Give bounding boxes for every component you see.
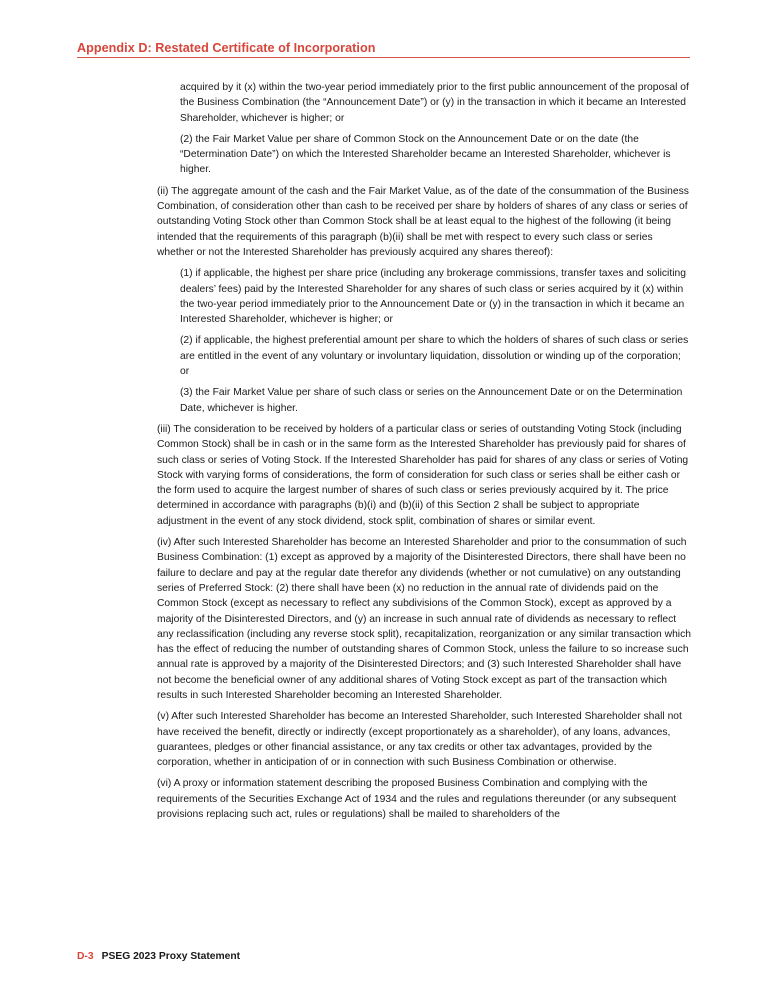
page-header bbox=[77, 41, 690, 58]
publication-title: PSEG 2023 Proxy Statement bbox=[101, 951, 241, 962]
page-footer bbox=[77, 951, 240, 962]
paragraph: acquired by it (x) within the two-year period immediately prior to the first public announcement of the proposal of the Business Combination (the “Announcement Date”) or (y) in the transaction in which it became an Interested Shareholder, whichever is higher; or bbox=[180, 82, 689, 124]
document-body bbox=[157, 80, 691, 828]
paragraph: (iv) After such Interested Shareholder has become an Interested Shareholder and prior to the consummation of such Business Combination: (1) except as approved by a majority of the Disinterested Directors, there shall have been no failure to declare and pay at the regular date therefor any dividends (whether or not cumulative) on any outstanding series of Preferred Stock: (2) there shall have been (x) no reduction in the annual rate of dividends paid on the Common Stock (except as necessary to reflect any subdivisions of the Common Stock), except as approved by a majority of the Disinterested Directors, and (y) an increase in such annual rate of dividends as necessary to reflect any reclassification (including any reverse stock split), recapitalization, reorganization or any similar transaction which has the effect of reducing the number of outstanding shares of Common Stock, unless the failure to so increase such annual rate is approved by a majority of the Disinterested Directors; and (3) such Interested Shareholder shall have not become the beneficial owner of any additional shares of Voting Stock except as part of the transaction which results in such Interested Shareholder becoming an Interested Shareholder. bbox=[157, 537, 691, 701]
paragraph: (iii) The consideration to be received by holders of a particular class or series of outstanding Voting Stock (including Common Stock) shall be in cash or in the same form as the Interested Shareholder has previously paid for shares of such class or series of Voting Stock. If the Interested Shareholder has paid for shares of any class or series of Voting Stock with varying forms of considerations, the form of consideration for such class or series shall be either cash or the form used to acquire the largest number of shares of such class or series previously acquired by it. The price determined in accordance with paragraphs (b)(i) and (b)(ii) of this Section 2 shall be subject to appropriate adjustment in the event of any stock dividend, stock split, combination of shares or similar event. bbox=[157, 423, 689, 527]
page-number: D-3 bbox=[77, 951, 94, 962]
paragraph: (v) After such Interested Shareholder has become an Interested Shareholder, such Interested Shareholder shall not have received the benefit, directly or indirectly (except proportionately as a shareholder), of any loans, advances, guarantees, pledges or other financial assistance, or any tax credits or other tax advantages, provided by the corporation, whether in anticipation of or in connection with such Business Combination or otherwise. bbox=[157, 711, 682, 769]
paragraph: (3) the Fair Market Value per share of such class or series on the Announcement Date or on the Determination Date, whichever is higher. bbox=[180, 387, 683, 414]
paragraph: (vi) A proxy or information statement describing the proposed Business Combination and complying with the requirements of the Securities Exchange Act of 1934 and the rules and regulations thereunder (or any subsequent provisions replacing such act, rules or regulations) shall be mailed to shareholders of the bbox=[157, 778, 677, 821]
paragraph: (1) if applicable, the highest per share price (including any brokerage commissions, transfer taxes and soliciting dealers’ fees) paid by the Interested Shareholder for any shares of such class or series acquired by it (x) within the two-year period immediately prior to the Announcement Date or (y) in the transaction in which it became an Interested Shareholder, whichever is higher; or bbox=[180, 268, 686, 326]
paragraph: (2) if applicable, the highest preferential amount per share to which the holders of shares of such class or series are entitled in the event of any voluntary or involuntary liquidation, dissolution or winding up of the corporation; or bbox=[180, 335, 689, 378]
section-title: Appendix D: Restated Certificate of Incorporation bbox=[77, 41, 376, 55]
paragraph: (ii) The aggregate amount of the cash and the Fair Market Value, as of the date of the consummation of the Business Combination, of consideration other than cash to be received per share by holders of shares of any class or series of outstanding Voting Stock other than Common Stock shall be at least equal to the highest of the following (it being intended that the requirements of this paragraph (b)(ii) shall be met with respect to every such class or series whether or not the Interested Shareholder has previously acquired any shares thereof): bbox=[157, 185, 689, 258]
paragraph: (2) the Fair Market Value per share of Common Stock on the Announcement Date or on the date (the “Determination Date”) on which the Interested Shareholder became an Interested Shareholder, whichever is higher. bbox=[180, 133, 671, 176]
